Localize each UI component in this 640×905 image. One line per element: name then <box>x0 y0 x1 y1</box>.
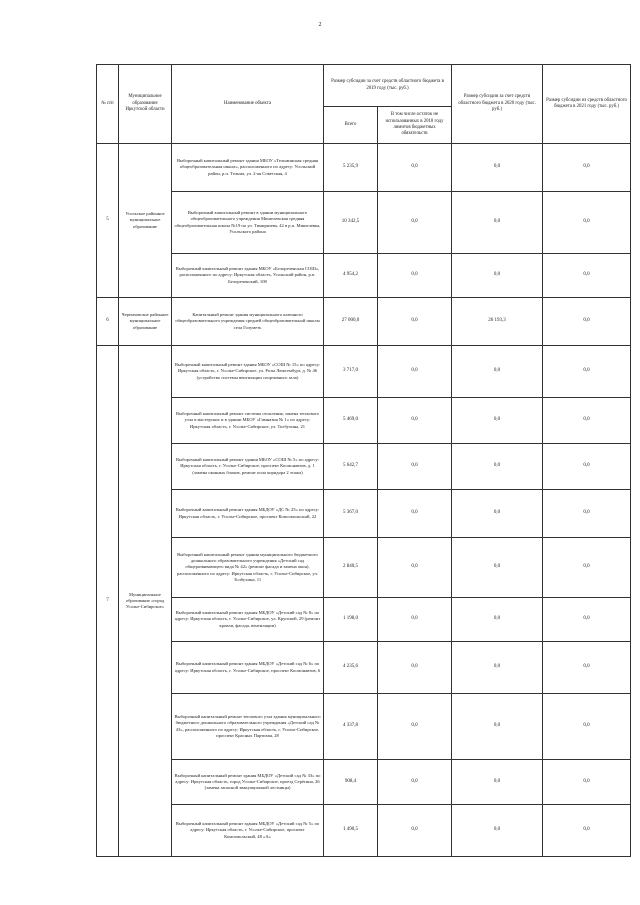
row-number: 7 <box>97 346 119 857</box>
municipality-name: Усольское районное муниципальное образование <box>119 144 172 298</box>
subsidy-2020: 0,0 <box>452 642 543 694</box>
subsidy-2019-total: 5 469,0 <box>324 398 378 444</box>
subsidy-2020: 0,0 <box>452 346 543 398</box>
header-num: № п/п <box>97 65 119 144</box>
subsidy-2019-total: 3 717,0 <box>324 346 378 398</box>
subsidy-2020: 0,0 <box>452 694 543 760</box>
subsidy-2019-total: 4 954,2 <box>324 254 378 298</box>
table-row <box>97 538 631 598</box>
table-row <box>97 490 631 538</box>
subsidy-2020: 26 193,3 <box>452 298 543 346</box>
subsidy-2019-total: 1 198,0 <box>324 598 378 642</box>
table-row <box>97 398 631 444</box>
subsidy-2020: 0,0 <box>452 805 543 857</box>
object-name: Выборочный капитальный ремонт здания МБОУ «Белореченская СОШ», расположенного по адресу: Иркутская область, Усольский район, р.п. Белореченский, 108 <box>172 254 324 298</box>
object-name: Выборочный капитальный ремонт здания МБДОУ «Детский сад № 8» по адресу: Иркутская область, г. Усолье-Сибирское, ул. Крупской, 29 (ремонт кровли, фасада, вентиляции) <box>172 598 324 642</box>
subsidy-2020: 0,0 <box>452 598 543 642</box>
subsidy-2019-rest: 0,0 <box>378 760 452 805</box>
subsidy-2019-rest: 0,0 <box>378 598 452 642</box>
subsidy-2020: 0,0 <box>452 398 543 444</box>
subsidy-2021: 0,0 <box>543 298 631 346</box>
subsidy-2021: 0,0 <box>543 598 631 642</box>
object-name: Выборочный капитальный ремонт здания муниципального бюджетного дошкольного образовательного учреждения «Детский сад общеразвивающего вида № 42» (ремонт фасада и замена окон), расположенного по адресу: Иркутская область, г. Усолье-Сибирское, ул. Толбухина, 11 <box>172 538 324 598</box>
subsidy-2020: 0,0 <box>452 538 543 598</box>
subsidy-2019-rest: 0,0 <box>378 398 452 444</box>
subsidy-2019-rest: 0,0 <box>378 805 452 857</box>
subsidy-2019-rest: 0,0 <box>378 254 452 298</box>
header-2019-total: Всего <box>324 107 378 144</box>
municipality-name: Муниципальное образование «город Усолье-Сибирское» <box>119 346 172 857</box>
subsidy-2020: 0,0 <box>452 254 543 298</box>
table-row <box>97 254 631 298</box>
subsidy-2019-rest: 0,0 <box>378 538 452 598</box>
subsidy-2021: 0,0 <box>543 254 631 298</box>
object-name: Выборочный капитальный ремонт системы отопления, замена теплового узла в мастерских и в здании МБОУ «Гимназия № 1» по адресу: Иркутская область, г. Усолье-Сибирское, ул. Толбухина, 21 <box>172 398 324 444</box>
header-object: Наименование объекта <box>172 65 324 144</box>
subsidy-2019-rest: 0,0 <box>378 642 452 694</box>
object-name: Выборочный капитальный ремонт здания МБОУ «СОШ № 15» по адресу: Иркутская область, г. Усолье-Сибирское, ул. Розы Люксембург, д. № 46 (устройство системы вентиляции спортивного зала) <box>172 346 324 398</box>
header-2019-rest: В том числе остаток не использованных в 2018 году лимитов бюджетных обязательств <box>378 107 452 144</box>
object-name: Капитальный ремонт здания муниципального казенного общеобразовательного учреждения средней общеобразовательной школы села Голуметь <box>172 298 324 346</box>
subsidy-2019-total: 1 490,5 <box>324 805 378 857</box>
subsidy-2021: 0,0 <box>543 490 631 538</box>
subsidy-2019-total: 5 642,7 <box>324 444 378 490</box>
object-name: Выборочный капитальный ремонт здания МБДОУ «Детский сад № 33» по адресу: Иркутская область, город Усолье-Сибирское, проезд Серёгина, 26 (замена запасной эвакуационной лестницы) <box>172 760 324 805</box>
subsidy-2019-rest: 0,0 <box>378 346 452 398</box>
subsidy-2021: 0,0 <box>543 144 631 192</box>
table-row <box>97 805 631 857</box>
page-number: 2 <box>318 22 322 28</box>
table-row <box>97 144 631 192</box>
table-row <box>97 444 631 490</box>
subsidy-2019-rest: 0,0 <box>378 444 452 490</box>
subsidy-2021: 0,0 <box>543 805 631 857</box>
header-mo: Муниципальное образование Иркутской области <box>119 65 172 144</box>
subsidy-2021: 0,0 <box>543 642 631 694</box>
header-2020: Размер субсидии за счет средств областного бюджета в 2020 году (тыс. руб.) <box>452 65 543 144</box>
subsidy-2019-total: 908,4 <box>324 760 378 805</box>
subsidy-2020: 0,0 <box>452 444 543 490</box>
table-row <box>97 192 631 254</box>
subsidy-2019-total: 2 840,5 <box>324 538 378 598</box>
subsidy-2020: 0,0 <box>452 490 543 538</box>
subsidy-2021: 0,0 <box>543 444 631 490</box>
subsidy-2020: 0,0 <box>452 760 543 805</box>
object-name: Выборочный капитальный ремонт здания МБДОУ «Детский сад № 5» по адресу: Иркутская область, г. Усолье-Сибирское, проспект Комсомольский, 48 «А» <box>172 805 324 857</box>
subsidy-2021: 0,0 <box>543 192 631 254</box>
object-name: Выборочный капитальный ремонт в здании муниципального общеобразовательного учреждения Мишелевская средняя общеобразовательная школа №19 по ул. Тимирязева, 42 в р.п. Мишелевка, Усольского района <box>172 192 324 254</box>
subsidy-2019-total: 5 367,0 <box>324 490 378 538</box>
subsidy-2019-total: 5 235,9 <box>324 144 378 192</box>
subsidy-2021: 0,0 <box>543 398 631 444</box>
subsidy-2019-total: 27 000,0 <box>324 298 378 346</box>
table-row <box>97 642 631 694</box>
table-row <box>97 598 631 642</box>
subsidy-2019-rest: 0,0 <box>378 192 452 254</box>
subsidy-2019-rest: 0,0 <box>378 490 452 538</box>
subsidy-2019-rest: 0,0 <box>378 144 452 192</box>
subsidy-2020: 0,0 <box>452 144 543 192</box>
subsidy-2021: 0,0 <box>543 760 631 805</box>
subsidy-2019-total: 10 342,5 <box>324 192 378 254</box>
subsidy-2021: 0,0 <box>543 694 631 760</box>
object-name: Выборочный капитальный ремонт здания МБОУ «СОШ № 5» по адресу: Иркутская область, г. Усолье-Сибирское, проспект Космонавтов, д. 1 (замена оконных блоков, ремонт пола коридора 2 этажа) <box>172 444 324 490</box>
table-row <box>97 298 631 346</box>
subsidy-table <box>96 64 631 857</box>
object-name: Выборочный капитальный ремонт теплового узла здания муниципального бюджетного дошкольного образовательного учреждения «Детский сад № 43», расположенного по адресу: Иркутская область, г. Усолье-Сибирское, проспект Красных Партизан, 28 <box>172 694 324 760</box>
object-name: Выборочный капитальный ремонт здания МБДОУ «ДС № 25» по адресу: Иркутская область, г. Усолье-Сибирское, проспект Комсомольский, 22 <box>172 490 324 538</box>
subsidy-2021: 0,0 <box>543 538 631 598</box>
header-2021: Размер субсидии из средств областного бюджета в 2021 году (тыс. руб.) <box>543 65 631 144</box>
subsidy-2019-rest: 0,0 <box>378 694 452 760</box>
table-row <box>97 760 631 805</box>
subsidy-2019-total: 4 337,8 <box>324 694 378 760</box>
object-name: Выборочный капитальный ремонт здания МБОУ «Тельминская средняя общеобразовательная школа», расположенного по адресу: Усольский район, р.п. Тельма, ул. 2-ая Советская, 4 <box>172 144 324 192</box>
row-number: 6 <box>97 298 119 346</box>
table-row <box>97 346 631 398</box>
municipality-name: Черемховское районное муниципальное образование <box>119 298 172 346</box>
subsidy-2021: 0,0 <box>543 346 631 398</box>
subsidy-2020: 0,0 <box>452 192 543 254</box>
object-name: Выборочный капитальный ремонт здания МБДОУ «Детский сад № 6» по адресу: Иркутская область, г. Усолье-Сибирское, проспект Космонавтов, 6 <box>172 642 324 694</box>
subsidy-2019-rest: 0,0 <box>378 298 452 346</box>
header-2019: Размер субсидии за счет средств областного бюджета в 2019 году (тыс. руб.) <box>324 65 452 107</box>
table-row <box>97 694 631 760</box>
subsidy-2019-total: 4 235,6 <box>324 642 378 694</box>
row-number: 5 <box>97 144 119 298</box>
